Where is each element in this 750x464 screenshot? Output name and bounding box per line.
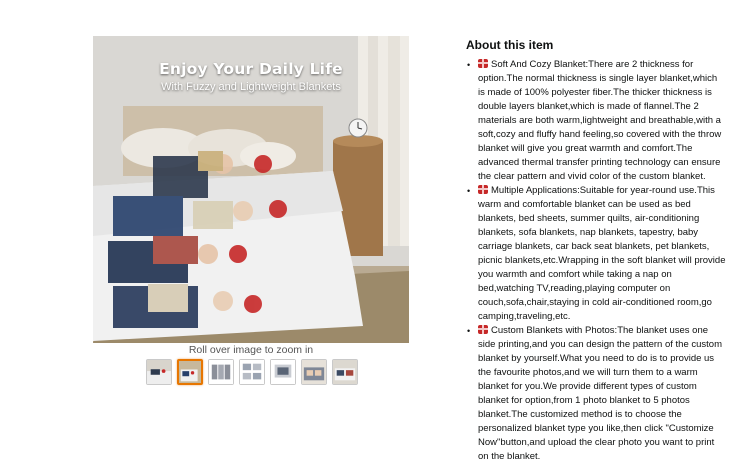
feature-bullet (466, 324, 726, 464)
feature-text: Soft And Cozy Blanket:There are 2 thickness for option.The normal thickness is single layer blanket,which is made of 100% polyester fiber.The thicker thickness is double layers blanket,which is made of flannel.The 2 materials are both warm,lightweight and breathable,with a soft,cozy and fluffy hand feeling,so covered with the throw blanket will give you great warmth and comfort.The advanced thermal transfer printing technology can ensure the clear pattern and vivid color of the custom blanket. (478, 59, 722, 182)
overlay-subtitle: With Fuzzy and Lightweight Blankets (161, 81, 341, 93)
feature-bullet-list (466, 58, 726, 464)
feature-text: Custom Blankets with Photos:The blanket uses one side printing,and you can design the pattern of the custom blanket by yourself.What you need to do is to provide us the favourite photos,and we will turn them to a warm blanket for you.We provide different types of custom blanket for option,from 1 photo blanket to 5 photos blanket.The customized method is to choose the personalized blanket type you like,then click "Customize Now"button,and upload the clear photo you want to print on the blanket. (478, 325, 722, 462)
thumbnail-5[interactable] (270, 359, 296, 385)
thumbnail-6[interactable] (301, 359, 327, 385)
about-this-item-section (466, 38, 726, 462)
bullet-dot-icon: • (467, 186, 471, 196)
gift-icon (478, 185, 488, 194)
thumbnail-4[interactable] (239, 359, 265, 385)
bullet-dot-icon: • (467, 326, 471, 336)
feature-bullet (466, 58, 726, 184)
gift-icon (478, 59, 488, 68)
thumbnail-3[interactable] (208, 359, 234, 385)
gift-icon (478, 325, 488, 334)
feature-bullet (466, 184, 726, 324)
feature-text: Multiple Applications:Suitable for year-round use.This warm and comfortable blanket can be used as bed blankets, bed sheets, summer quilts, air-conditioning blankets, sofa blankets, nap blankets, tapestry, baby carriage blankets, car back seat blankets, pet blankets, picnic blankets,etc.Wrapping in the soft blanket will provide you warmth and comfort while taking a nap on bed,watching TV,reading,playing computer on couch,sofa,chair,staying in cold air-conditioned room,go camping,traveling,etc. (478, 185, 726, 322)
thumbnail-strip (146, 359, 358, 385)
thumbnail-7[interactable] (332, 359, 358, 385)
bullet-dot-icon: • (467, 60, 471, 70)
zoom-hint: Roll over image to zoom in (188, 344, 314, 356)
about-heading: About this item (466, 38, 554, 52)
main-product-image[interactable] (93, 36, 409, 343)
thumbnail-1[interactable] (146, 359, 172, 385)
thumbnail-2[interactable] (177, 359, 203, 385)
overlay-title: Enjoy Your Daily Life (159, 60, 343, 78)
